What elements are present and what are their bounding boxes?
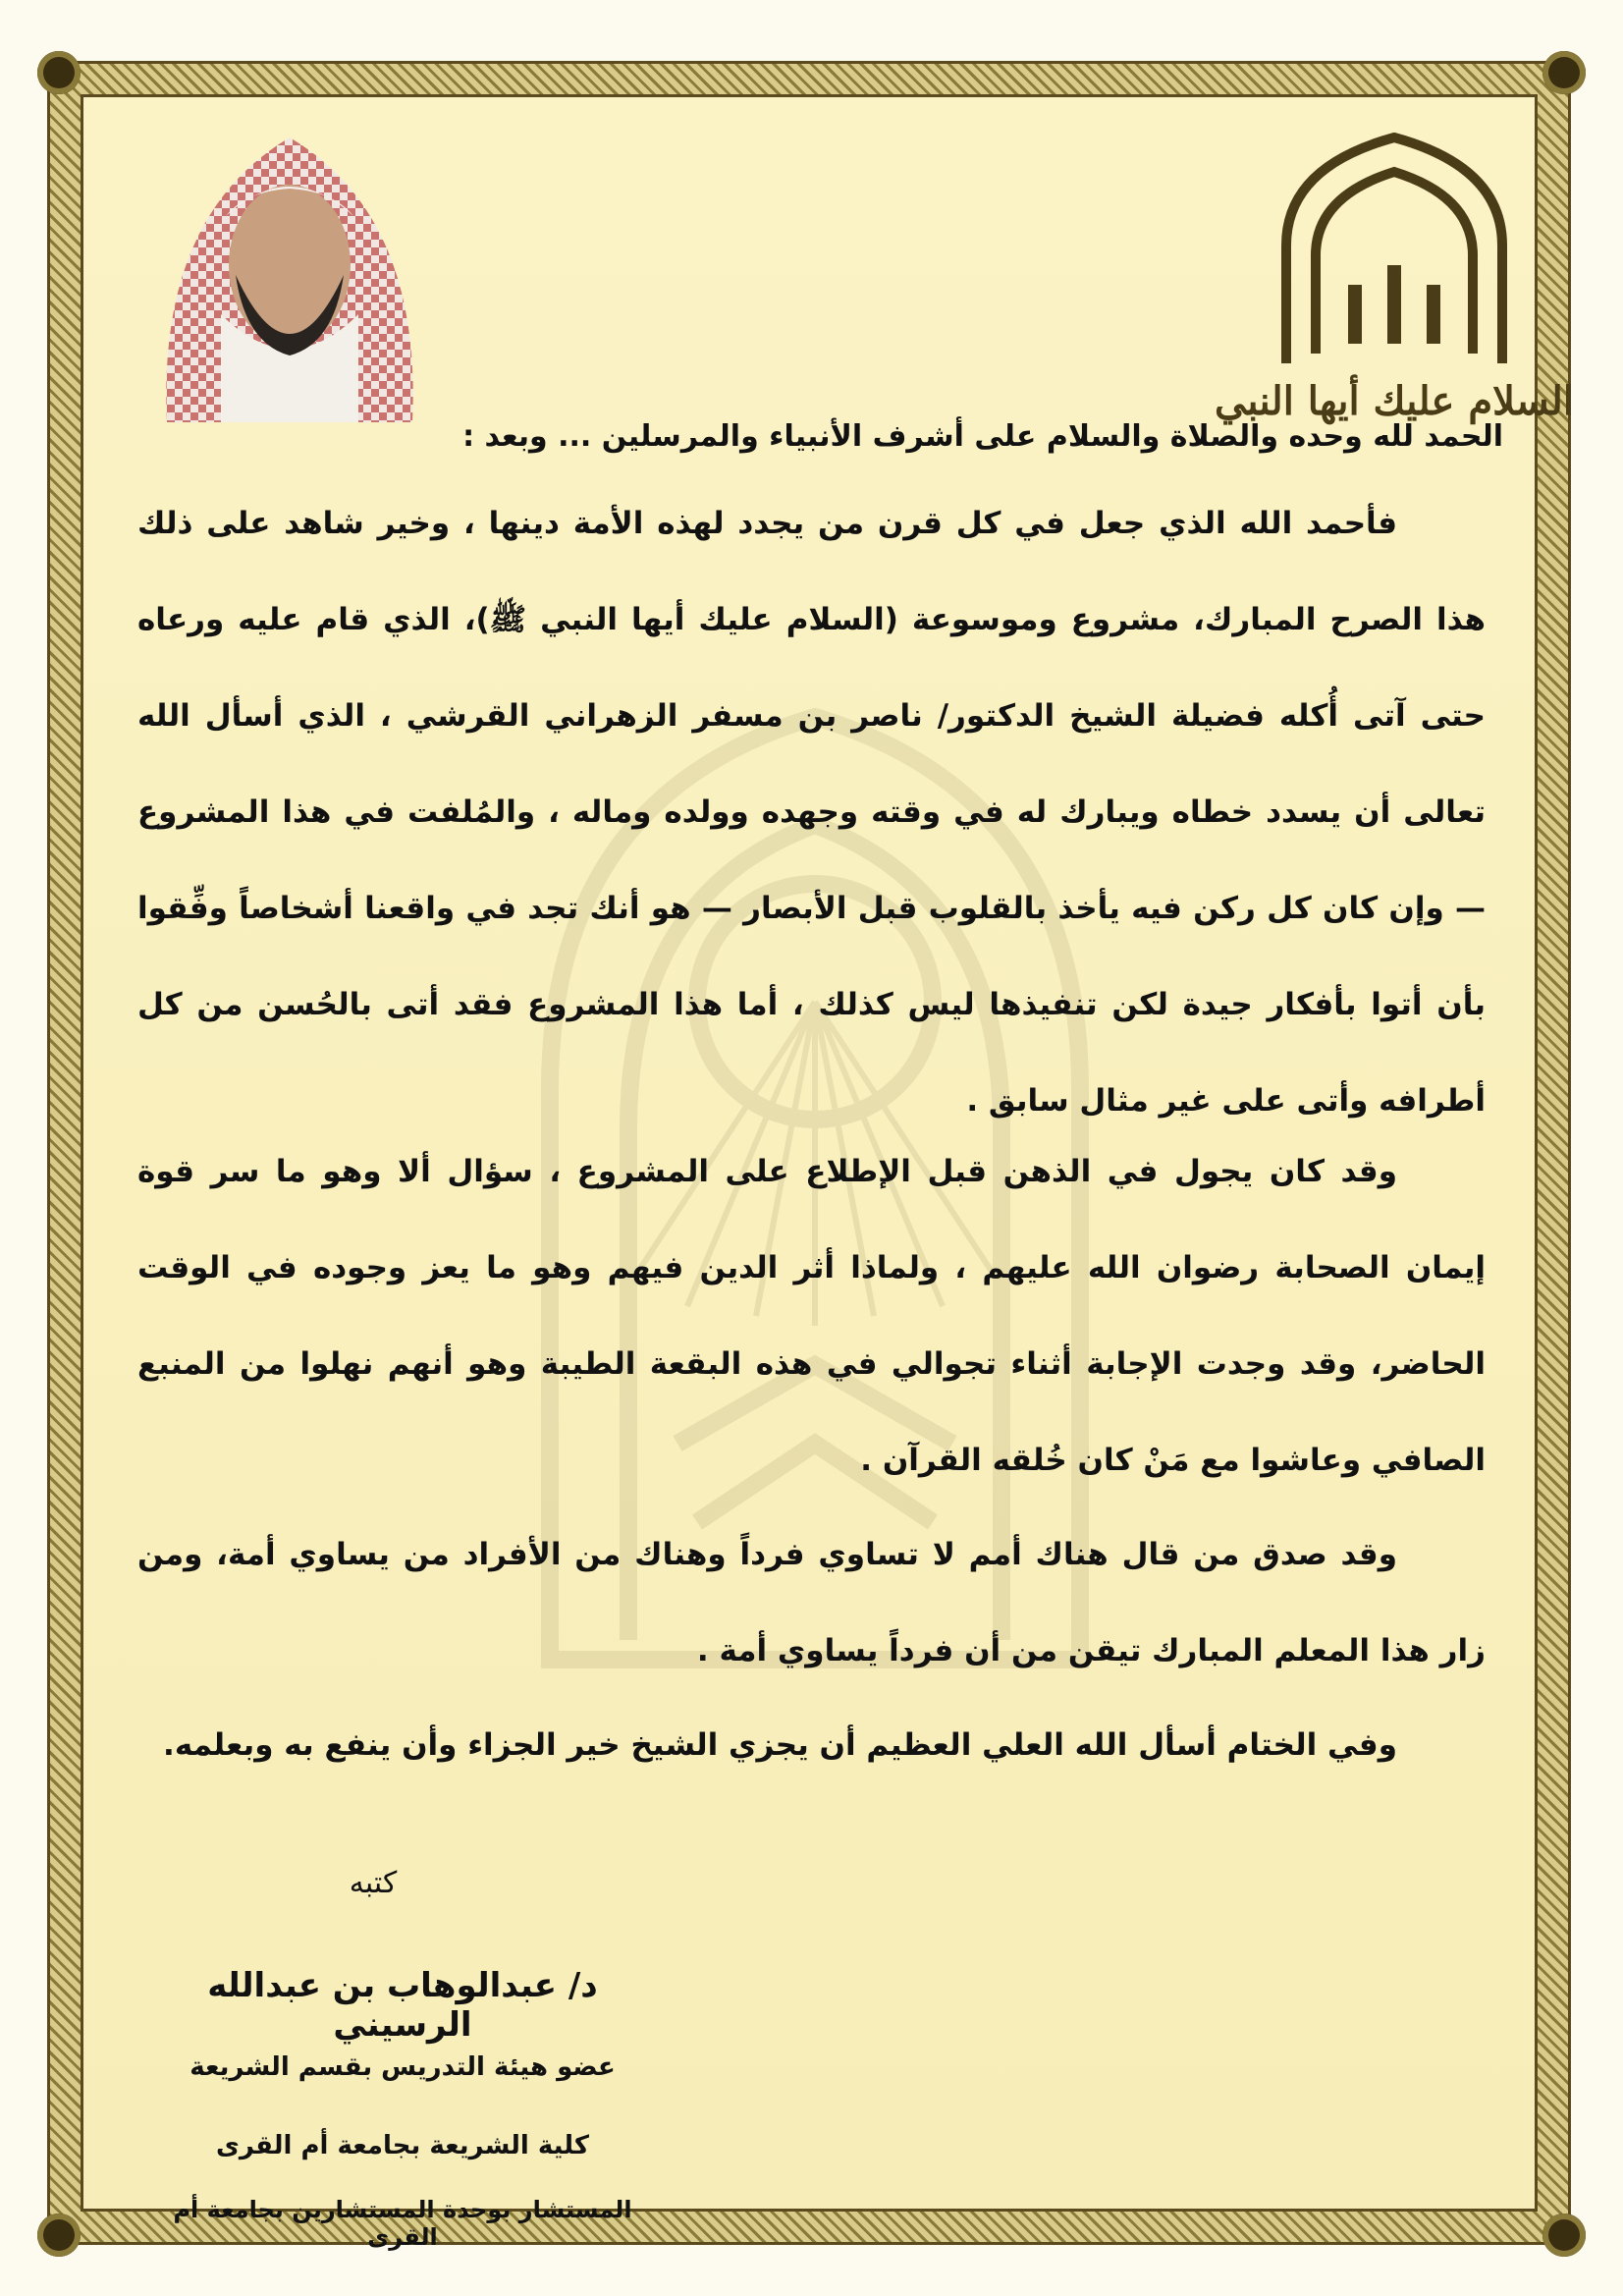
written-by-label: كتبه: [349, 1866, 398, 1900]
opening-line: الحمد لله وحده والصلاة والسلام على أشرف الأنبياء والمرسلين ... وبعد :: [462, 419, 1503, 454]
author-title-3: المستشار بوحدة المستشارين بجامعة أم القرى: [173, 2196, 632, 2251]
logo-caption: السلام عليك أيها النبي: [1215, 378, 1574, 424]
paragraph-2: وقد كان يجول في الذهن قبل الإطلاع على المشروع ، سؤال ألا وهو ما سر قوة إيمان الصحابة رضوان الله عليهم ، ولماذا أثر الدين فيهم وهو ما يعز وجوده في الوقت الحاضر، وقد وجدت الإجابة أثناء تجوالي في هذه البقعة الطيبة وهو أنهم نهلوا من المنبع الصافي وعاشوا مع مَنْ كان خُلقه القرآن .: [137, 1154, 1486, 1478]
paragraph-3: وقد صدق من قال هناك أمم لا تساوي فرداً وهناك من الأفراد من يساوي أمة، ومن زار هذا المعلم المبارك تيقن من أن فرداً يساوي أمة .: [137, 1537, 1486, 1668]
corner-ornament: [37, 51, 81, 94]
logo-emblem: [1215, 137, 1574, 432]
portrait-photo: [128, 98, 452, 422]
corner-ornament: [1542, 2214, 1586, 2257]
paragraph-4: وفي الختام أسأل الله العلي العظيم أن يجزي الشيخ خير الجزاء وأن ينفع به وبعلمه.: [163, 1727, 1397, 1763]
paragraph-1: فأحمد الله الذي جعل في كل قرن من يجدد لهذه الأمة دينها ، وخير شاهد على ذلك هذا الصرح المبارك، مشروع وموسوعة (السلام عليك أيها النبي ﷺ)، الذي قام عليه ورعاه حتى آتى أُكله فضيلة الشيخ الدكتور/ ناصر بن مسفر الزهراني القرشي ، الذي أسأل الله تعالى أن يسدد خطاه ويبارك له في وقته وجهده وولده وماله ، والمُلفت في هذا المشروع — وإن كان كل ركن فيه يأخذ بالقلوب قبل الأبصار — هو أنك تجد في واقعنا أشخاصاً وفِّقوا بأن أتوا بأفكار جيدة لكن تنفيذها ليس كذلك ، أما هذا المشروع فقد أتى بالحُسن من كل أطرافه وأتى على غير مثال سابق .: [137, 506, 1486, 1119]
author-title-1: عضو هيئة التدريس بقسم الشريعة: [189, 2052, 616, 2082]
corner-ornament: [1542, 51, 1586, 94]
author-title-2: كلية الشريعة بجامعة أم القرى: [216, 2131, 589, 2160]
corner-ornament: [37, 2214, 81, 2257]
author-name: د/ عبدالوهاب بن عبدالله الرسيني: [207, 1966, 598, 2045]
